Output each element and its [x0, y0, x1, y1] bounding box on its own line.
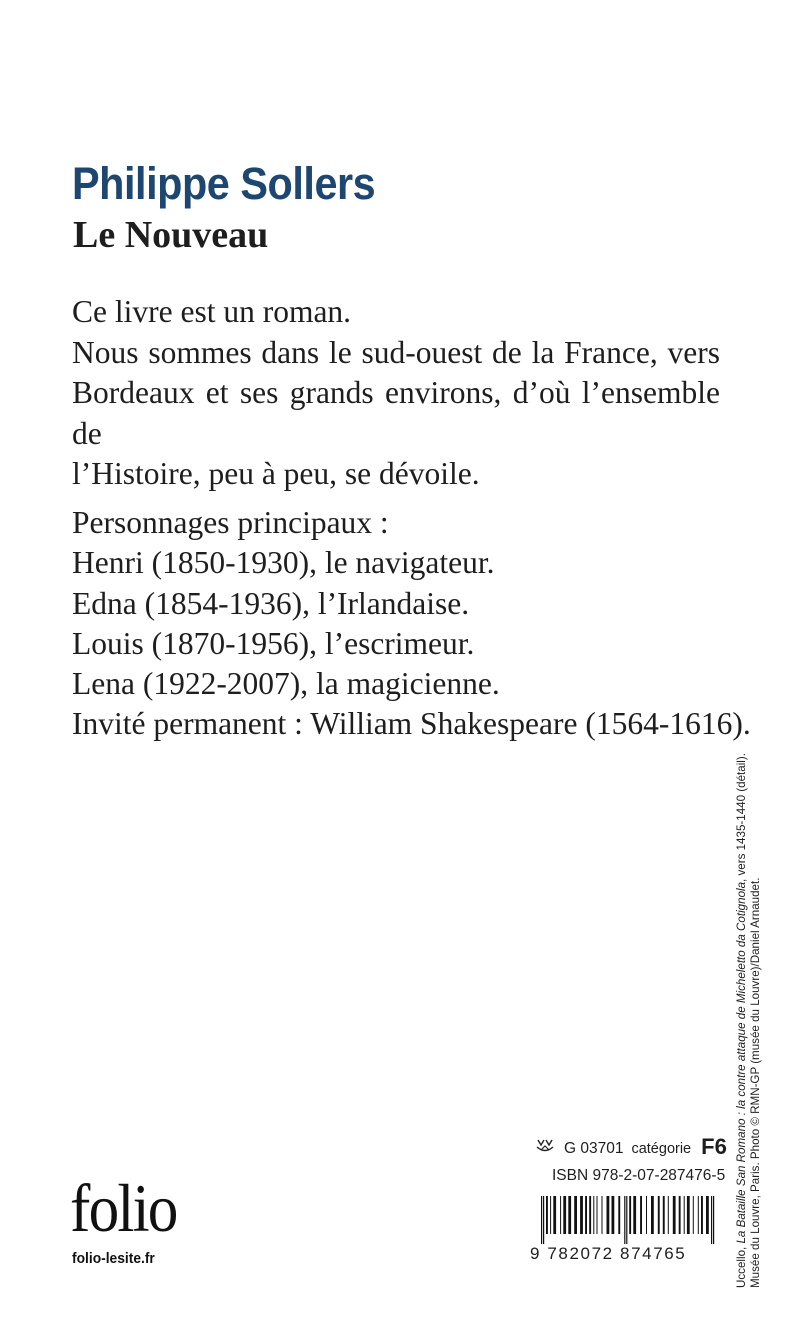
barcode-bar: [563, 1196, 566, 1234]
barcode-bar: [553, 1196, 556, 1234]
character-item: Invité permanent : William Shakespeare (1564-1616).: [72, 706, 751, 742]
credit-artwork-title: La Bataille San Romano : la contre attaque de Micheletto da Cotignola: [735, 881, 748, 1244]
barcode-bar: [633, 1196, 636, 1234]
barcode-bar: [668, 1196, 669, 1234]
barcode-bar: [550, 1196, 551, 1234]
character-list-heading: Personnages principaux :: [72, 505, 389, 540]
barcode-bar: [663, 1196, 665, 1234]
barcode-bars: [531, 1196, 721, 1244]
barcode-bar: [607, 1196, 610, 1234]
author-name: Philippe Sollers: [72, 158, 376, 209]
barcode-guard-bar: [626, 1196, 627, 1244]
barcode-bar: [602, 1196, 603, 1234]
isbn: ISBN 978-2-07-287476-5: [552, 1167, 726, 1184]
category-label: catégorie: [631, 1141, 692, 1157]
book-title: Le Nouveau: [73, 214, 269, 256]
barcode-bar: [593, 1196, 594, 1234]
barcode-bar: [673, 1196, 676, 1234]
barcode-bar: [693, 1196, 694, 1234]
barcode-bar: [646, 1196, 647, 1234]
ean-number: 9 782072 874765: [530, 1244, 687, 1263]
credit-date: , vers 1435-1440 (détail).: [735, 753, 748, 882]
barcode-bar: [612, 1196, 615, 1234]
folio-logo: folio: [70, 1170, 177, 1246]
character-item: Henri (1850-1930), le navigateur.: [72, 545, 495, 581]
barcode-bar: [658, 1196, 660, 1234]
barcode-bar: [568, 1196, 571, 1234]
barcode-guard-bar: [543, 1196, 544, 1244]
character-item: Lena (1922-2007), la magicienne.: [72, 666, 500, 702]
blurb-line: Nous sommes dans le sud-ouest de la France, vers: [72, 334, 720, 370]
barcode-guard-bar: [711, 1196, 712, 1244]
barcode-bar: [585, 1196, 587, 1234]
credit-line-photo: Musée du Louvre, Paris. Photo © RMN-GP (musée du Louvre)/Daniel Arnaudet.: [748, 877, 762, 1288]
credit-artist: Uccello,: [735, 1243, 748, 1288]
barcode-bar: [546, 1196, 548, 1234]
barcode-guard-bar: [541, 1196, 542, 1244]
barcode-bar: [618, 1196, 620, 1234]
credit-line-artwork: [735, 708, 749, 1288]
blurb-line: l’Histoire, peu à peu, se dévoile.: [72, 456, 480, 491]
barcode-bar: [589, 1196, 591, 1234]
barcode-bar: [698, 1196, 699, 1234]
barcode-bar: [640, 1196, 642, 1234]
barcode-bar: [701, 1196, 703, 1234]
barcode-guard-bar: [713, 1196, 714, 1244]
barcode-bar: [679, 1196, 681, 1234]
barcode-bar: [684, 1196, 685, 1234]
barcode-bar: [560, 1196, 561, 1234]
image-credits: [735, 708, 762, 1288]
double-bird-icon: [536, 1137, 554, 1155]
barcode-guard-bar: [624, 1196, 625, 1244]
catalog-code-row: [536, 1134, 727, 1160]
barcode-bar: [580, 1196, 583, 1234]
barcode-bar: [706, 1196, 709, 1234]
website-url: folio-lesite.fr: [72, 1250, 155, 1267]
blurb-line: Ce livre est un roman.: [72, 294, 352, 329]
barcode-bar: [597, 1196, 598, 1234]
barcode-bar: [651, 1196, 654, 1234]
blurb-line: Bordeaux et ses grands environs, d’où l’ensemble de: [72, 375, 720, 451]
character-item: Louis (1870-1956), l’escrimeur.: [72, 625, 475, 661]
barcode-bar: [574, 1196, 577, 1234]
blurb: [72, 292, 732, 495]
g-code: G 03701: [564, 1140, 624, 1157]
character-list: [72, 503, 751, 745]
category-value: F6: [701, 1134, 727, 1159]
barcode-bar: [629, 1196, 631, 1234]
character-item: Edna (1854-1936), l’Irlandaise.: [72, 585, 470, 621]
barcode-bar: [687, 1196, 690, 1234]
